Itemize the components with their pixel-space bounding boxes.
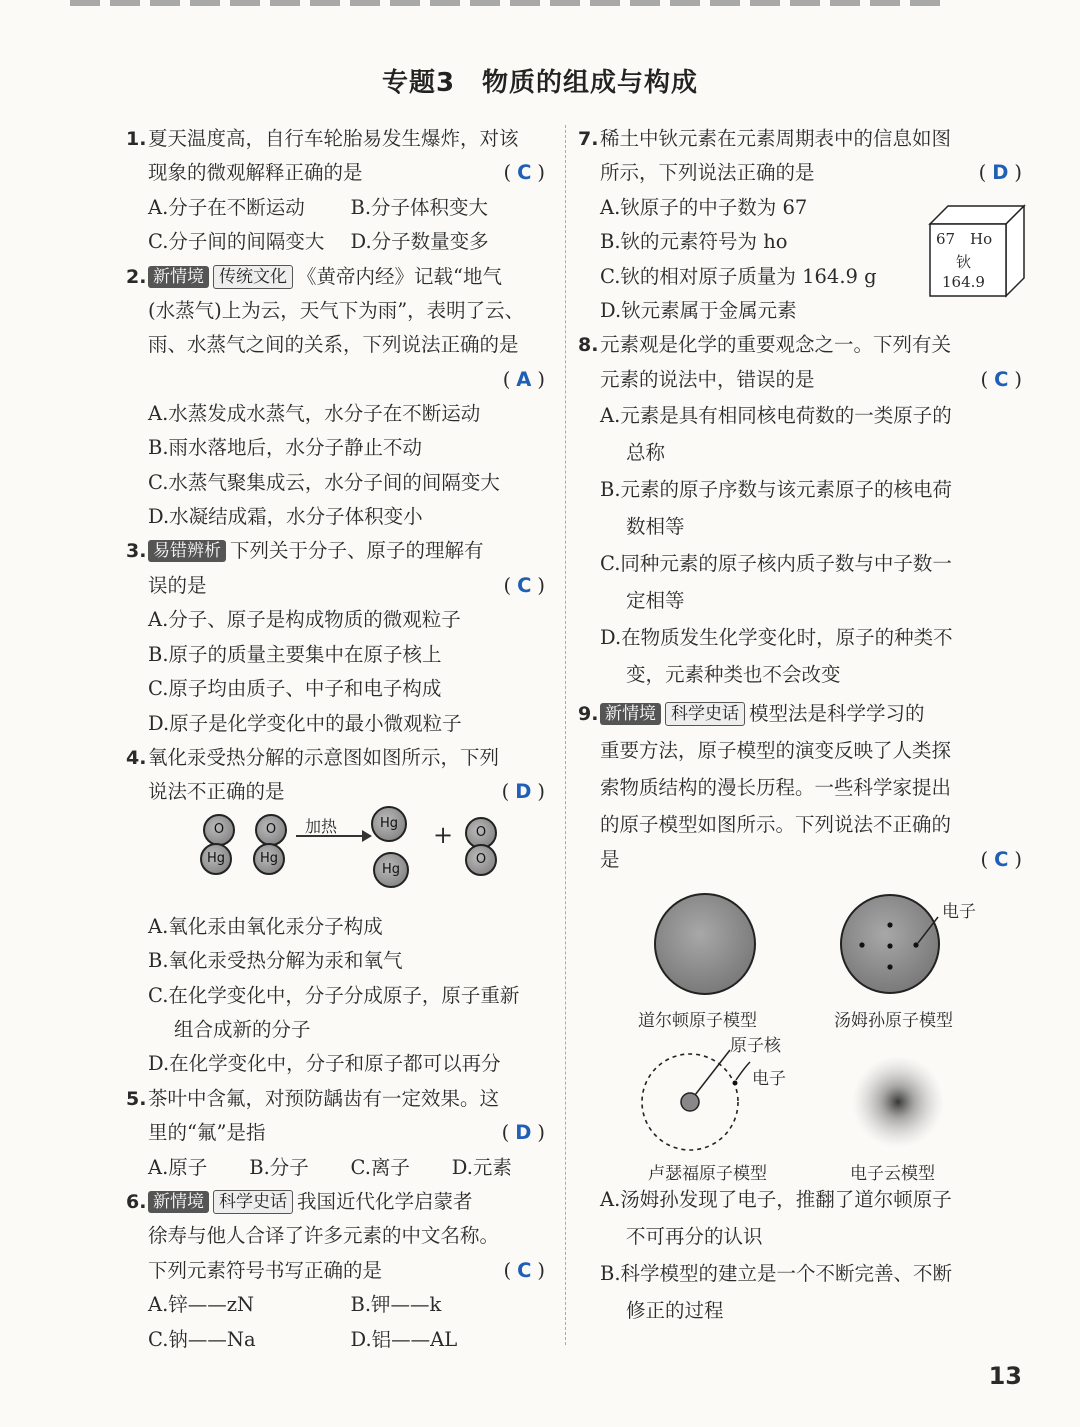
answer-letter: C bbox=[517, 1258, 532, 1282]
tag-new-context: 新情境 bbox=[600, 703, 661, 725]
question-text-line: 新情境 传统文化 《黄帝内经》记载“地气 bbox=[128, 260, 553, 294]
question-2 bbox=[128, 260, 553, 535]
answer-letter: A bbox=[516, 367, 532, 391]
option-c: C.水蒸气聚集成云，水分子间的间隔变大 bbox=[148, 470, 500, 494]
electron-label: 电子 bbox=[942, 902, 976, 923]
option-c: C.离子 bbox=[350, 1155, 410, 1179]
atomic-number: 67 bbox=[936, 230, 956, 248]
nucleus-label: 原子核 bbox=[730, 1036, 781, 1057]
electron-pointer-line bbox=[736, 1062, 750, 1080]
answer-bracket: ( C ) bbox=[980, 847, 1022, 871]
option-a-continued: 不可再分的认识 bbox=[626, 1225, 763, 1249]
reaction-diagram bbox=[128, 810, 553, 910]
answer-letter: D bbox=[515, 780, 532, 804]
question-text: 夏天温度高，自行车轮胎易发生爆炸，对该 bbox=[148, 127, 519, 150]
answer-letter: C bbox=[517, 573, 532, 597]
question-text-line: 说法不正确的是 ( D ) bbox=[128, 775, 553, 809]
option-a: A.汤姆孙发现了电子，推翻了道尔顿原子 bbox=[600, 1188, 952, 1212]
element-name: 钬 bbox=[956, 253, 972, 271]
page-number: 13 bbox=[988, 1362, 1022, 1390]
option-b: B.钾——k bbox=[350, 1293, 442, 1317]
answer-bracket: ( C ) bbox=[503, 161, 545, 185]
answer-bracket: ( D ) bbox=[501, 1121, 545, 1145]
dalton-model-sphere bbox=[655, 894, 755, 994]
heat-label: 加热 bbox=[305, 816, 338, 836]
rutherford-electron bbox=[733, 1081, 738, 1086]
option-b: B.分子 bbox=[249, 1155, 309, 1179]
atomic-mass: 164.9 bbox=[942, 273, 985, 291]
question-3 bbox=[128, 534, 553, 740]
electron-cloud bbox=[852, 1056, 944, 1148]
option-a: A.原子 bbox=[148, 1155, 208, 1179]
option-b: B.元素的原子序数与该元素原子的核电荷 bbox=[600, 478, 953, 502]
thomson-electron-dot bbox=[913, 942, 918, 947]
thomson-electron-dot bbox=[859, 942, 864, 947]
question-8 bbox=[580, 328, 1030, 693]
options-row bbox=[128, 191, 553, 225]
option-b: B.分子体积变大 bbox=[350, 195, 489, 219]
answer-letter: D bbox=[992, 161, 1009, 185]
question-text-line: 易错辨析 下列关于分子、原子的理解有 bbox=[128, 534, 553, 568]
question-text-line: 氧化汞受热分解的示意图如图所示，下列 bbox=[148, 745, 500, 769]
question-text-line: 新情境 科学史话 我国近代化学启蒙者 bbox=[128, 1185, 553, 1219]
option-b: B.科学模型的建立是一个不断完善、不断 bbox=[600, 1262, 953, 1286]
option-d: D.水凝结成霜，水分子体积变小 bbox=[148, 505, 423, 529]
question-9 bbox=[580, 697, 1030, 1329]
option-d: D.铝——AL bbox=[350, 1327, 458, 1351]
question-text-line: 稀土中钬元素在元素周期表中的信息如图 bbox=[600, 127, 952, 150]
tag-science-history: 科学史话 bbox=[665, 702, 745, 726]
answer-bracket: ( D ) bbox=[978, 161, 1022, 185]
answer-letter: C bbox=[994, 847, 1009, 871]
option-c: C.原子均由质子、中子和电子构成 bbox=[148, 677, 442, 701]
question-text-line: 重要方法，原子模型的演变反映了人类探 bbox=[600, 738, 952, 762]
rutherford-model-caption: 卢瑟福原子模型 bbox=[648, 1164, 767, 1185]
question-6 bbox=[128, 1185, 553, 1357]
oxygen-atom: O bbox=[465, 844, 497, 876]
question-1 bbox=[128, 122, 553, 260]
option-a: A.钬原子的中子数为 67 bbox=[600, 195, 808, 219]
question-number: 2. bbox=[126, 265, 147, 288]
question-text-line: 元素的说法中，错误的是 ( C ) bbox=[580, 363, 1030, 397]
tag-science-history: 科学史话 bbox=[213, 1190, 293, 1214]
oxygen-atom: O bbox=[203, 814, 235, 846]
option-b: B.钬的元素符号为 ho bbox=[600, 230, 788, 254]
answer-bracket: ( C ) bbox=[503, 1258, 545, 1282]
oxygen-atom: O bbox=[255, 814, 287, 846]
option-a: A.水蒸发成水蒸气，水分子在不断运动 bbox=[148, 401, 481, 425]
question-number: 5. bbox=[126, 1087, 147, 1110]
question-text-line: 下列元素符号书写正确的是 ( C ) bbox=[128, 1254, 553, 1288]
option-c: C.分子间的间隔变大 bbox=[148, 230, 325, 254]
question-text-line: 所示，下列说法正确的是 ( D ) bbox=[580, 156, 1030, 190]
question-4 bbox=[128, 741, 553, 1082]
option-d: D.元素 bbox=[451, 1155, 512, 1179]
mercury-atom: Hg bbox=[373, 852, 409, 888]
option-b-continued: 修正的过程 bbox=[626, 1299, 724, 1323]
answer-letter: C bbox=[994, 367, 1009, 391]
question-text-line: (水蒸气)上为云，天气下为雨”，表明了云、 bbox=[148, 299, 525, 323]
left-column bbox=[128, 122, 553, 1357]
answer-letter: D bbox=[515, 1121, 532, 1145]
oxygen-atom: O bbox=[465, 817, 497, 849]
dalton-model-caption: 道尔顿原子模型 bbox=[638, 1011, 757, 1032]
question-text-line: 新情境 科学史话 模型法是科学学习的 bbox=[580, 697, 1030, 731]
option-a-continued: 总称 bbox=[626, 441, 666, 465]
mercury-atom: Hg bbox=[371, 806, 407, 842]
option-b: B.雨水落地后，水分子静止不动 bbox=[148, 436, 423, 460]
thomson-electron-dot bbox=[887, 964, 892, 969]
option-b: B.氧化汞受热分解为汞和氧气 bbox=[148, 949, 403, 973]
option-c-continued: 组合成新的分子 bbox=[174, 1017, 311, 1041]
option-c: C.钬的相对原子质量为 164.9 g bbox=[600, 264, 877, 288]
option-a: A.分子在不断运动 bbox=[148, 195, 305, 219]
answer-bracket: ( C ) bbox=[980, 367, 1022, 391]
thomson-electron-dot bbox=[887, 943, 892, 948]
page-title: 专题3 物质的组成与构成 bbox=[381, 68, 699, 98]
option-c: C.在化学变化中，分子分成原子，原子重新 bbox=[148, 983, 520, 1007]
answer-line bbox=[128, 363, 553, 397]
options-row bbox=[128, 1323, 553, 1357]
tag-traditional-culture: 传统文化 bbox=[213, 265, 293, 289]
option-a: A.锌——zN bbox=[148, 1293, 255, 1317]
options-row bbox=[128, 225, 553, 259]
answer-bracket: ( D ) bbox=[501, 780, 545, 804]
option-d: D.钬元素属于金属元素 bbox=[600, 299, 797, 323]
option-a: A.分子、原子是构成物质的微观粒子 bbox=[148, 608, 461, 632]
tag-new-context: 新情境 bbox=[148, 266, 209, 288]
arrow-head-icon bbox=[362, 830, 372, 842]
tag-new-context: 新情境 bbox=[148, 1191, 209, 1213]
option-c: C.钠——Na bbox=[148, 1327, 256, 1351]
tag-error-prone: 易错辨析 bbox=[148, 540, 226, 562]
question-text-line: 元素观是化学的重要观念之一。下列有关 bbox=[600, 333, 952, 357]
option-d: D.原子是化学变化中的最小微观粒子 bbox=[148, 711, 462, 735]
question-text-line: 的原子模型如图所示。下列说法不正确的 bbox=[600, 812, 952, 836]
option-d: D.在化学变化中，分子和原子都可以再分 bbox=[148, 1052, 501, 1076]
question-text-line: 里的“氟”是指 ( D ) bbox=[128, 1116, 553, 1150]
plus-sign: + bbox=[433, 820, 454, 849]
question-number: 4. bbox=[126, 746, 147, 769]
answer-bracket: ( A ) bbox=[502, 367, 545, 391]
option-c: C.同种元素的原子核内质子数与中子数一 bbox=[600, 552, 952, 576]
option-b: B.原子的质量主要集中在原子核上 bbox=[148, 642, 442, 666]
question-text-line: 现象的微观解释正确的是 ( C ) bbox=[128, 156, 553, 190]
question-number: 7. bbox=[578, 128, 599, 150]
mercury-atom: Hg bbox=[253, 843, 285, 875]
thomson-electron-dot bbox=[887, 922, 892, 927]
column-divider bbox=[565, 125, 566, 1345]
question-number: 3. bbox=[126, 540, 147, 563]
question-text-line: 雨、水蒸气之间的关系，下列说法正确的是 bbox=[148, 333, 519, 357]
element-cell-holmium bbox=[928, 204, 1028, 304]
electron-cloud-model-caption: 电子云模型 bbox=[850, 1164, 935, 1185]
question-number: 8. bbox=[578, 334, 599, 357]
rutherford-nucleus bbox=[681, 1093, 699, 1111]
question-5 bbox=[128, 1082, 553, 1185]
atom-models-figure bbox=[580, 877, 1030, 1185]
cropped-header-strip bbox=[70, 0, 950, 6]
answer-letter: C bbox=[517, 161, 532, 185]
question-text-line: 误的是 ( C ) bbox=[128, 569, 553, 603]
nucleus-pointer-line bbox=[695, 1050, 730, 1095]
option-c-continued: 定相等 bbox=[626, 589, 685, 613]
options-row bbox=[128, 1288, 553, 1322]
electron-label: 电子 bbox=[752, 1069, 786, 1090]
question-text-line: 索物质结构的漫长历程。一些科学家提出 bbox=[600, 775, 952, 799]
option-b-continued: 数相等 bbox=[626, 515, 685, 539]
option-a: A.氧化汞由氧化汞分子构成 bbox=[148, 914, 383, 938]
question-number: 6. bbox=[126, 1190, 147, 1213]
element-symbol: Ho bbox=[970, 230, 993, 248]
answer-bracket: ( C ) bbox=[503, 573, 545, 597]
option-d-continued: 变，元素种类也不会改变 bbox=[626, 663, 841, 687]
question-number: 1. bbox=[126, 128, 147, 150]
question-number: 9. bbox=[578, 703, 599, 726]
thomson-model-caption: 汤姆孙原子模型 bbox=[834, 1011, 953, 1032]
option-a: A.元素是具有相同核电荷数的一类原子的 bbox=[600, 404, 952, 428]
option-d: D.在物质发生化学变化时，原子的种类不 bbox=[600, 626, 953, 650]
options-row bbox=[128, 1151, 553, 1185]
option-d: D.分子数量变多 bbox=[350, 230, 489, 254]
question-text-line: 茶叶中含氟，对预防龋齿有一定效果。这 bbox=[148, 1086, 500, 1110]
arrow-icon bbox=[296, 835, 366, 837]
question-text-line: 是 ( C ) bbox=[580, 843, 1030, 877]
question-text-line: 徐寿与他人合译了许多元素的中文名称。 bbox=[148, 1224, 500, 1248]
mercury-atom: Hg bbox=[200, 843, 232, 875]
